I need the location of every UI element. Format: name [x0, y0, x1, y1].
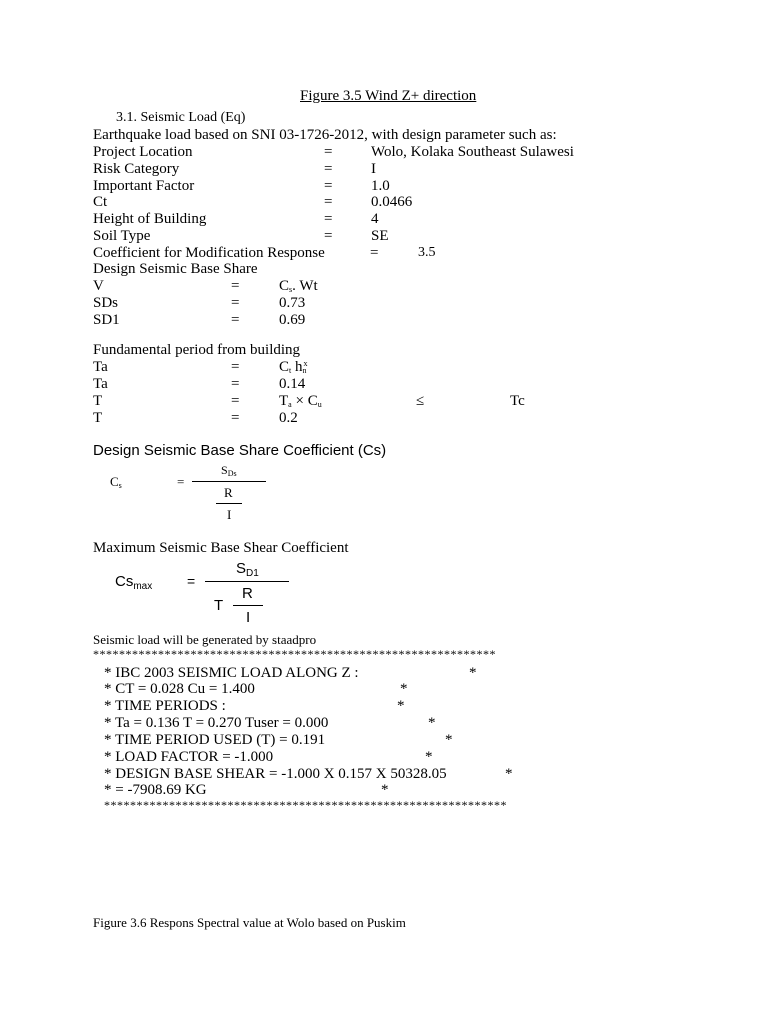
cs-lhs: $C_s$ [110, 474, 122, 490]
staad-line-right: * [397, 698, 405, 714]
base-share-label: SDs [93, 295, 119, 311]
period-value: 0.14 [279, 376, 306, 392]
cs-denominator-i: I [227, 507, 232, 522]
param-value: 3.5 [418, 245, 436, 260]
param-value: 1.0 [371, 178, 390, 194]
period-formula: $C_t$ $h_n^x$ [279, 359, 308, 375]
base-share-value: 0.69 [279, 312, 306, 328]
staad-line-left: * = -7908.69 KG [104, 782, 207, 798]
staad-line-right: * [425, 749, 433, 765]
period-value: 0.2 [279, 410, 298, 426]
cs-heading: Design Seismic Base Share Coefficient (Cs) [93, 442, 387, 459]
param-label: Important Factor [93, 178, 195, 194]
period-label: T [93, 410, 103, 426]
staad-line-right: * [428, 715, 436, 731]
staad-line-right: * [505, 766, 513, 782]
base-share-label: V [93, 278, 104, 294]
param-label: Coefficient for Modification Response [93, 245, 325, 261]
csmax-numerator: $S_{D1}$ [236, 560, 259, 579]
param-label: Height of Building [93, 211, 207, 227]
stars-bottom: ************************************************************** [104, 798, 507, 812]
param-eq: = [324, 194, 333, 210]
tc-label: Tc [510, 393, 525, 409]
period-heading: Fundamental period from building [93, 342, 301, 358]
period-label: T [93, 393, 103, 409]
base-share-value: 0.73 [279, 295, 306, 311]
param-eq: = [324, 161, 333, 177]
base-share-value: $C_s$. Wt [279, 278, 318, 294]
base-share-eq: = [231, 312, 240, 328]
staad-line-right: * [400, 681, 408, 697]
param-label: Ct [93, 194, 108, 210]
param-eq: = [324, 228, 333, 244]
param-label: Risk Category [93, 161, 180, 177]
csmax-lhs: $Cs_{max}$ [115, 573, 153, 592]
staad-line-left: * CT = 0.028 Cu = 1.400 [104, 681, 255, 697]
csmax-denominator-r: R [242, 585, 253, 602]
cs-fraction-bar [192, 481, 266, 482]
period-formula: $T_a \times C_u$ [279, 393, 322, 409]
param-value: 0.0466 [371, 194, 413, 210]
period-label: Ta [93, 376, 108, 392]
period-eq: = [231, 410, 240, 426]
base-share-eq: = [231, 278, 240, 294]
figure-3-6-caption: Figure 3.6 Respons Spectral value at Wolo based on Puskim [93, 915, 406, 930]
staad-line-left: * IBC 2003 SEISMIC LOAD ALONG Z : [104, 665, 359, 681]
param-value: SE [371, 228, 389, 244]
staad-line-left: * Ta = 0.136 T = 0.270 Tuser = 0.000 [104, 715, 329, 731]
param-eq: = [324, 211, 333, 227]
staad-line-left: * DESIGN BASE SHEAR = -1.000 X 0.157 X 50328.05 [104, 766, 447, 782]
staad-line-left: * TIME PERIOD USED (T) = 0.191 [104, 732, 326, 748]
param-value: Wolo, Kolaka Southeast Sulawesi [371, 144, 574, 160]
period-eq: = [231, 359, 240, 375]
param-eq: = [324, 178, 333, 194]
figure-3-5-caption: Figure 3.5 Wind Z+ direction [300, 88, 477, 104]
base-share-eq: = [231, 295, 240, 311]
period-eq: = [231, 393, 240, 409]
csmax-heading: Maximum Seismic Base Shear Coefficient [93, 540, 349, 556]
param-value: I [371, 161, 376, 177]
param-eq: = [324, 144, 333, 160]
cs-eq: = [177, 474, 185, 489]
staad-line-right: * [445, 732, 453, 748]
staad-line-left: * LOAD FACTOR = -1.000 [104, 749, 274, 765]
cs-denominator-r: R [224, 485, 233, 500]
param-label: Soil Type [93, 228, 151, 244]
param-label: Project Location [93, 144, 193, 160]
base-share-label: SD1 [93, 312, 120, 328]
intro-text: Earthquake load based on SNI 03-1726-2012, with design parameter such as: [93, 127, 557, 143]
period-label: Ta [93, 359, 108, 375]
staad-line-right: * [381, 782, 389, 798]
leq-symbol: ≤ [416, 393, 425, 409]
staad-line-right: * [469, 665, 477, 681]
csmax-denominator-t: T [214, 597, 224, 614]
csmax-eq: = [187, 573, 196, 589]
param-eq: = [370, 245, 379, 261]
base-share-heading: Design Seismic Base Share [93, 261, 258, 277]
section-heading: 3.1. Seismic Load (Eq) [116, 110, 246, 125]
csmax-denominator-i: I [246, 609, 251, 626]
staad-note: Seismic load will be generated by staadpro [93, 632, 317, 647]
cs-numerator: $S_{Ds}$ [221, 463, 237, 478]
stars-top: ************************************************************** [93, 647, 496, 661]
csmax-inner-fraction-bar [233, 605, 263, 606]
staad-line-left: * TIME PERIODS : [104, 698, 226, 714]
cs-inner-fraction-bar [216, 503, 242, 504]
param-value: 4 [371, 211, 379, 227]
period-eq: = [231, 376, 240, 392]
csmax-fraction-bar [205, 581, 289, 582]
